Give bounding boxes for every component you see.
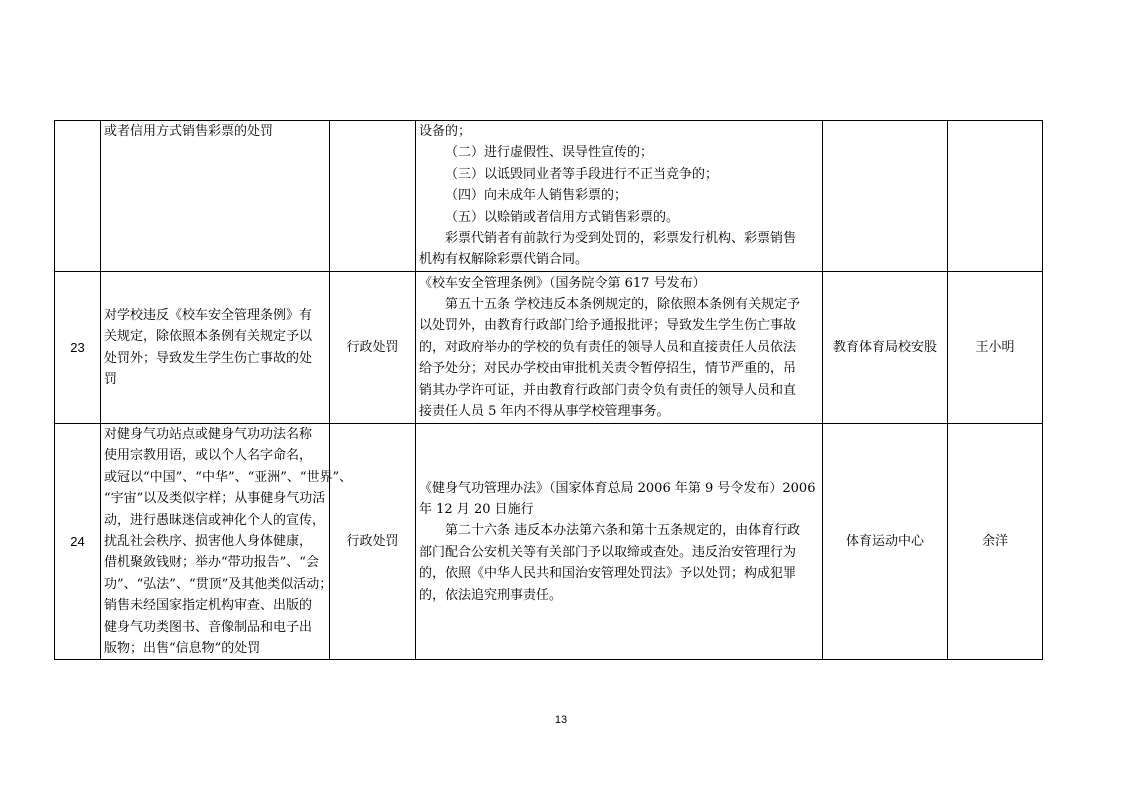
- legal-basis-line: 第五十五条 学校违反本条例规定的，除依照本条例有关规定予: [445, 296, 801, 312]
- legal-basis-line: 彩票代销者有前款行为受到处罚的，彩票发行机构、彩票销售: [445, 231, 797, 247]
- legal-basis: [416, 272, 823, 424]
- row-number: 24: [55, 424, 101, 660]
- legal-basis-line: 第二十六条 违反本办法第六条和第十五条规定的，由体育行政: [445, 523, 801, 539]
- legal-basis-line: 的，对政府举办的学校的负有责任的领导人员和直接责任人员依法: [419, 339, 797, 355]
- penalty-category: 行政处罚: [330, 272, 416, 424]
- penalty-item-line: 借机聚敛钱财；举办“带功报告”、“会: [104, 555, 319, 571]
- page-number: 13: [554, 714, 568, 726]
- penalty-item-line: 对健身气功站点或健身气功功法名称: [104, 427, 313, 442]
- legal-basis-line: 销其办学许可证，并由教育行政部门责令负有责任的领导人员和直: [419, 382, 797, 398]
- penalty-item-line: 版物；出售“信息物”的处罚: [104, 641, 261, 657]
- legal-basis-line: 《校车安全管理条例》（国务院令第 617 号发布）: [419, 275, 706, 291]
- penalty-category: [330, 121, 416, 272]
- responsible-department: [823, 121, 948, 272]
- row-number: [55, 121, 101, 272]
- penalty-item: [101, 121, 330, 272]
- legal-basis-line: 的，依照《中华人民共和国治安管理处罚法》予以处罚；构成犯罪: [419, 566, 797, 582]
- legal-basis-line: （五）以赊销或者信用方式销售彩票的。: [445, 209, 680, 225]
- penalty-category: 行政处罚: [330, 424, 416, 660]
- table-row: [55, 424, 1043, 660]
- legal-basis: [416, 424, 823, 660]
- penalty-item-line: 动，进行愚昧迷信或神化个人的宣传，: [104, 512, 326, 528]
- legal-basis-line: 年 12 月 20 日施行: [419, 501, 534, 517]
- penalty-item-line: 使用宗教用语，或以个人名字命名，: [104, 448, 313, 464]
- legal-basis-line: 《健身气功管理办法》（国家体育总局 2006 年第 9 号令发布）2006: [419, 480, 816, 496]
- penalty-item: [101, 424, 353, 660]
- responsible-person: [948, 121, 1043, 272]
- penalty-item-line: “宇宙”以及类似字样；从事健身气功活: [104, 491, 326, 507]
- legal-basis-line: 接责任人员 5 年内不得从事学校管理事务。: [419, 404, 670, 420]
- penalty-item-line: 或者信用方式销售彩票的处罚: [104, 124, 274, 139]
- penalty-item-line: 处罚外；导致发生学生伤亡事故的处: [104, 350, 313, 366]
- legal-basis: [416, 121, 823, 272]
- table-row: [55, 121, 1043, 272]
- penalty-item-line: 扰乱社会秩序、损害他人身体健康，: [104, 534, 313, 550]
- penalty-item-line: 健身气功类图书、音像制品和电子出: [104, 619, 313, 635]
- penalty-item: [101, 272, 330, 424]
- legal-basis-line: 部门配合公安机关等有关部门予以取缔或查处。违反治安管理行为: [419, 544, 797, 560]
- responsible-person: 王小明: [948, 272, 1043, 424]
- legal-basis-line: （二）进行虚假性、误导性宣传的；: [445, 145, 654, 161]
- legal-basis-line: 机构有权解除彩票代销合同。: [419, 252, 589, 268]
- responsible-person: 余洋: [948, 424, 1043, 660]
- legal-basis-line: 以处罚外，由教育行政部门给予通报批评；导致发生学生伤亡事故: [419, 318, 797, 334]
- legal-basis-line: 给予处分；对民办学校由审批机关责令暂停招生，情节严重的，吊: [419, 361, 797, 377]
- table-row: [55, 272, 1043, 424]
- penalty-item-line: 对学校违反《校车安全管理条例》有: [104, 307, 313, 323]
- row-number: 23: [55, 272, 101, 424]
- penalty-item-line: 销售未经国家指定机构审查、出版的: [104, 598, 313, 614]
- penalty-table: [54, 120, 1043, 660]
- legal-basis-line: （三）以诋毁同业者等手段进行不正当竞争的；: [445, 166, 719, 182]
- penalty-item-line: 罚: [104, 371, 118, 387]
- responsible-department: 教育体育局校安股: [823, 272, 948, 424]
- responsible-department: 体育运动中心: [823, 424, 948, 660]
- legal-basis-line: 的，依法追究刑事责任。: [419, 587, 563, 603]
- legal-basis-line: 设备的；: [419, 124, 472, 139]
- penalty-item-line: 功”、“弘法”、“贯顶”及其他类似活动；: [104, 576, 333, 592]
- penalty-item-line: 或冠以“中国”、“中华”、“亚洲”、“世界”、: [104, 469, 353, 485]
- legal-basis-line: （四）向未成年人销售彩票的；: [445, 188, 628, 204]
- penalty-item-line: 关规定，除依照本条例有关规定予以: [104, 329, 313, 345]
